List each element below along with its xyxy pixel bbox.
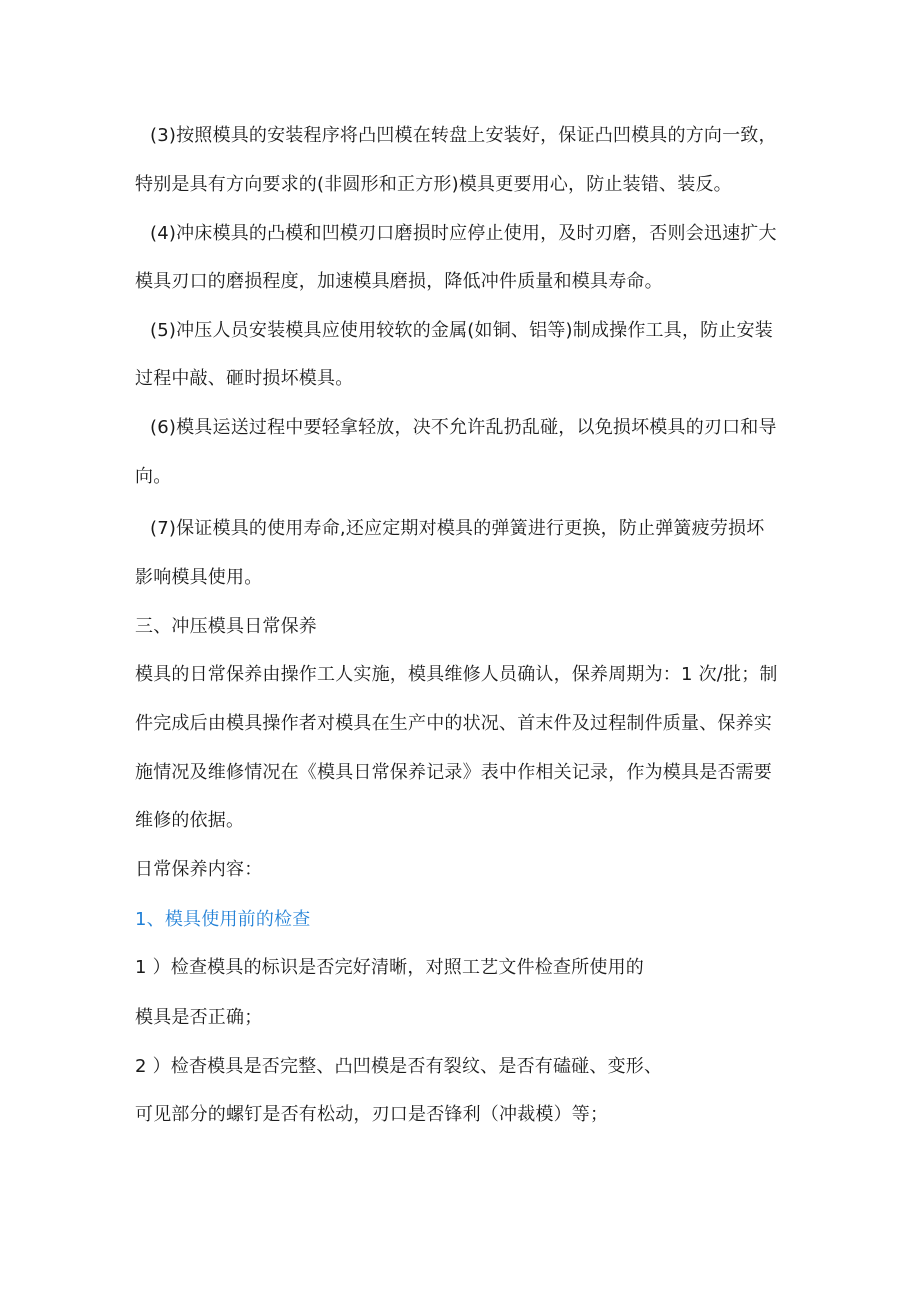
paragraph-4-line-1: (4)冲床模具的凸模和凹模刃口磨损时应停止使用，及时刃磨，否则会迅速扩大 [150,223,777,244]
maintenance-paragraph-line-2: 件完成后由模具操作者对模具在生产中的状况、首末件及过程制件质量、保养实 [135,713,772,734]
paragraph-3-line-1: (3)按照模具的安装程序将凸凹模在转盘上安装好，保证凸凹模具的方向一致， [150,125,777,146]
paragraph-3-line-2: 特别是具有方向要求的(非圆形和正方形)模具更要用心，防止装错、装反。 [135,174,732,195]
paragraph-7-line-1: (7)保证模具的使用寿命,还应定期对模具的弹簧进行更换，防止弹簧疲劳损坏 [150,518,765,539]
maintenance-paragraph-line-3: 施情况及维修情况在《模具日常保养记录》表中作相关记录，作为模具是否需要 [135,762,772,783]
paragraph-4-line-2: 模具刃口的磨损程度，加速模具磨损，降低冲件质量和模具寿命。 [135,271,663,292]
check-item-2-line-2: 可见部分的螺钉是否有松动，刃口是否锋利（冲裁模）等； [135,1104,609,1125]
paragraph-5-line-1: (5)冲压人员安装模具应使用较软的金属(如铜、铝等)制成操作工具，防止安装 [150,320,773,341]
maintenance-paragraph-line-1: 模具的日常保养由操作工人实施，模具维修人员确认，保养周期为：1 次/批；制 [135,664,778,685]
section-heading: 三、冲压模具日常保养 [135,616,317,637]
daily-maintenance-label: 日常保养内容： [135,859,263,880]
paragraph-6-line-2: 向。 [135,466,172,487]
paragraph-5-line-2: 过程中敲、砸时损坏模具。 [135,368,354,389]
paragraph-6-line-1: (6)模具运送过程中要轻拿轻放，决不允许乱扔乱碰，以免损坏模具的刃口和导 [150,417,777,438]
check-item-2-line-1: 2 ）检杳模具是否完整、凸凹模是否有裂纹、是否有磕碰、变形、 [135,1056,663,1077]
check-item-1-line-1: 1 ）检查模具的标识是否完好清晰，对照工艺文件检查所使用的 [135,957,644,978]
subheading-pre-use-check: 1、模具使用前的检查 [135,909,311,930]
check-item-1-line-2: 模具是否正确； [135,1007,263,1028]
maintenance-paragraph-line-4: 维修的依据。 [135,810,245,831]
paragraph-7-line-2: 影响模具使用。 [135,567,263,588]
